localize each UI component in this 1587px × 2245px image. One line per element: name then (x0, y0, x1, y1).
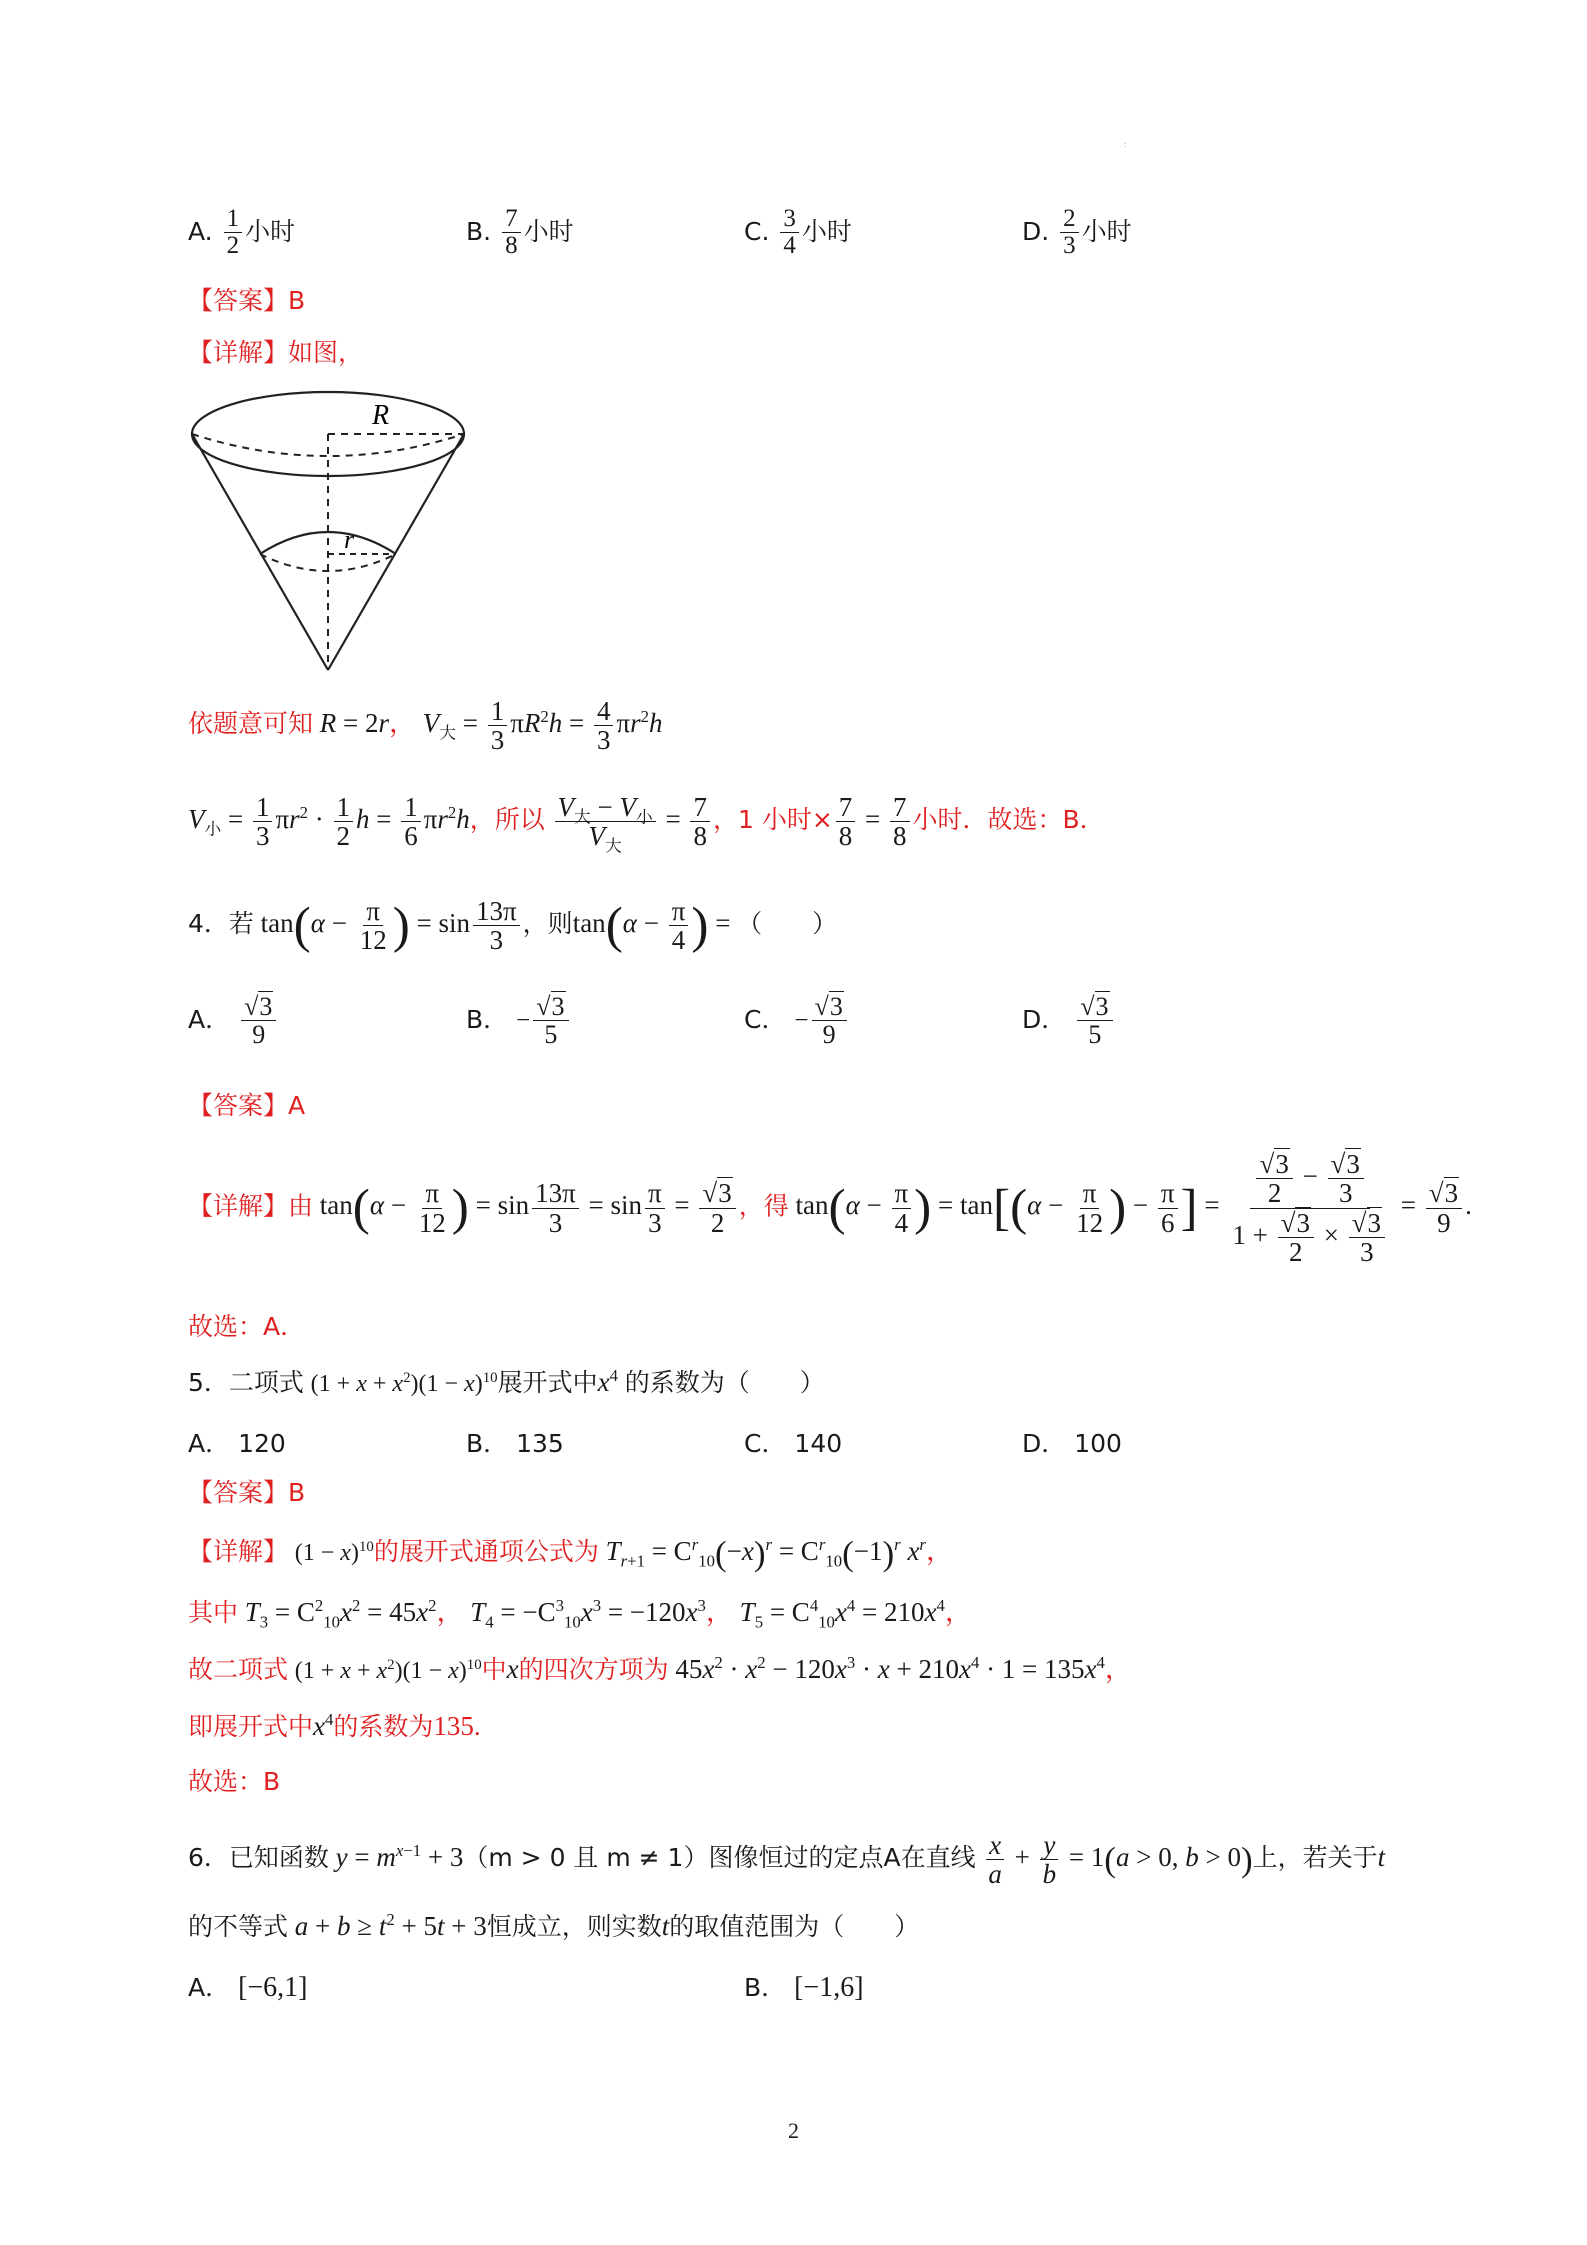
q5-option-d: D． 100 (1022, 1429, 1122, 1458)
q6-stem-line1: 6．已知函数 $y = m^{x-1} + 3(m > 0$ 且 m ≠ 1）图像恒过的定点A在直线 $\frac{x}{a}$ + $\frac{y}{b}$ = 1(a > 0, b > 0)上，若关于t (188, 1830, 1386, 1890)
q4-stem: 4．若 tan(α − $\frac{\pi}{12}$ ) = sin $\frac{13\pi}{3}$ ，则tan(α − $\frac{\pi}{4}$ ) = （ ） (188, 896, 838, 956)
page-number: 2 (788, 2118, 799, 2143)
q5-detail-line4: 即展开式中$x^4$的系数为135. (188, 1710, 481, 1741)
q3-solution-line2: $V_小$ = $\frac{1}{3}$ $\pi r^2$ · $\frac{1}{2}$ h = $\frac{1}{6}$ $\pi r^2h$，所以 $\frac{V_大 - V_小}{V_大}$ = $\frac{7}{8}$ ，1 小时× $\frac{7}{8}$ = $\frac{7}{8}$ 小时．故选：B． (188, 792, 1105, 856)
option-b: B. $\frac{7}{8}$ 小时 (466, 205, 574, 260)
q6-option-b: B． [−1,6] (744, 1972, 864, 2003)
option-c: C. $\frac{3}{4}$ 小时 (744, 205, 852, 260)
q5-detail-line3: 故二项式 $(1 + x + x^2)(1 - x)^{10}$中x的四次方项为 $45x^2 \cdot x^2 - 120x^3 \cdot x + 210x^4 \cdot 1 = 135x^4$， (188, 1653, 1132, 1684)
q5-option-a: A． 120 (188, 1429, 286, 1458)
q6-stem-line2: 的不等式 $a + b \ge t^2 + 5t + 3$恒成立，则实数t的取值范围为（ ） (188, 1910, 920, 1941)
q4-option-c: C． − $\frac{√3}{9}$ (744, 993, 850, 1049)
q3-answer: 【答案】B (188, 286, 306, 315)
q3-solution-line1: 依题意可知 R = 2r， $V_大$ = $\frac{1}{3}$ $\pi R^2h$ = $\frac{4}{3}$ $\pi r^2h$ (188, 696, 663, 756)
q4-option-a: A． $\frac{√3}{9}$ (188, 993, 279, 1049)
q5-stem: 5．二项式 $(1 + x + x^2)(1 - x)^{10}$展开式中$x^4$ 的系数为（ ） (188, 1366, 825, 1397)
q4-conclusion: 故选：A． (188, 1312, 306, 1341)
q5-option-b: B． 135 (466, 1429, 564, 1458)
page-mark: : (1124, 140, 1127, 149)
q4-detail: 【详解】由 tan(α − $\frac{\pi}{12}$ ) = sin $\frac{13\pi}{3}$ = sin $\frac{\pi}{3}$ = $\frac{√3}{2}$ ，得 tan(α − $\frac{\pi}{4}$ ) = tan[(α − $\frac{\pi}{12}$ ) − $\frac{\pi}{6}$ ] = $\frac{√3}{2}$ − $\frac{√3}{3}$ 1 + $\frac{√3}{2}$ × $\frac{√3}{3}$ = $\frac{√3}{9}$ . (188, 1149, 1472, 1268)
label-small-radius: r (344, 525, 355, 554)
q6-option-a: A． [−6,1] (188, 1972, 308, 2003)
q4-option-b: B． − $\frac{√3}{5}$ (466, 993, 572, 1049)
q4-answer: 【答案】A (188, 1091, 306, 1120)
q3-detail: 【详解】如图， (188, 338, 364, 367)
label-big-radius: R (372, 400, 390, 431)
q4-option-d: D． $\frac{√3}{5}$ (1022, 993, 1116, 1049)
q5-answer: 【答案】B (188, 1478, 306, 1507)
q5-conclusion: 故选：B (188, 1767, 281, 1796)
q5-option-c: C． 140 (744, 1429, 843, 1458)
q5-detail-line1: 【详解】 $(1 - x)^{10}$的展开式通项公式为 $T_{r+1} = C^r_{10}(-x)^r = C^r_{10}(-1)^r$ $x^r$， (188, 1533, 953, 1573)
option-a: A. $\frac{1}{2}$ 小时 (188, 205, 296, 260)
option-d: D. $\frac{2}{3}$ 小时 (1022, 205, 1132, 260)
q5-detail-line2: 其中 $T_3 = C^2_{10}x^2 = 45x^2$， $T_4 = -C^3_{10}x^3 = -120x^3$， $T_5 = C^4_{10}x^4 = 210x^4$， (188, 1596, 972, 1632)
cone-figure (186, 388, 472, 678)
